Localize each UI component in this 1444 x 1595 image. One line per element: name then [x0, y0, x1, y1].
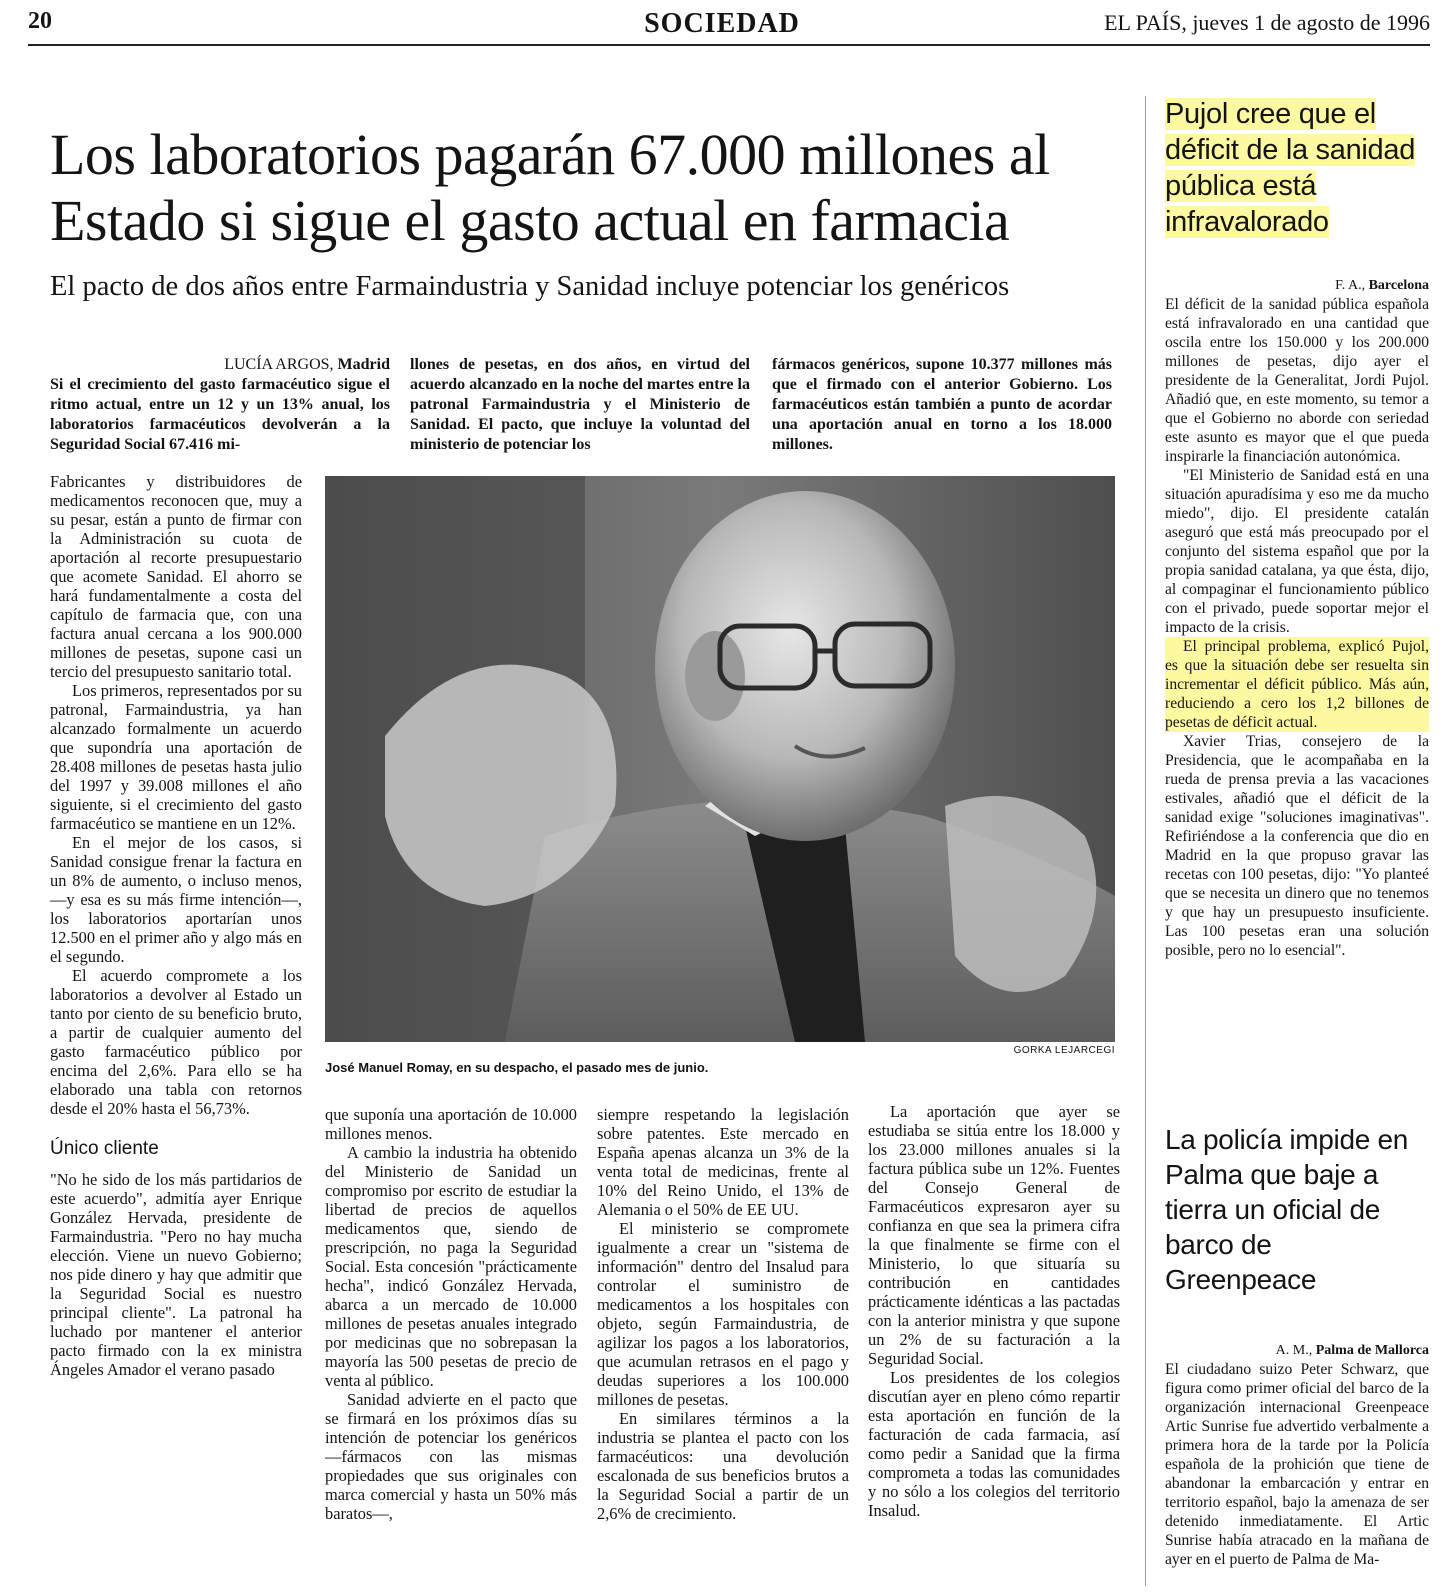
byline-city: Palma de Mallorca — [1315, 1343, 1429, 1358]
sidebar-headline-text: Pujol cree que el déficit de la sanidad pública está infravalorado — [1165, 98, 1416, 238]
sidebar-paragraph: Xavier Trias, consejero de la Presidencia, que le acompañaba en la rueda de prensa previa a las vacaciones estivales, añadió que el déficit de la sanidad exige "soluciones imaginativas". Refiriéndose a la conferencia que dio en Madrid en la que propuso gravar las recetas con 100 pesetas, dijo: "Yo planteé que se necesita un dinero que no tenemos y que hay un presupuesto insuficiente. Las 100 pesetas eran una solución posible, pero no lo esencial". — [1165, 733, 1429, 959]
body-column-2 — [325, 1105, 577, 1523]
sidebar-paragraph: "El Ministerio de Sanidad está en una situación apuradísima y eso me da mucho miedo", dijo. El presidente catalán aseguró que está más preocupado por el conjunto del sistema español que por la propia sanidad catalana, ya que ésta, dijo, al compaginar el funcionamiento público con el privado, puede soportar mejor el impacto de la crisis. — [1165, 467, 1429, 636]
sidebar-paragraph: El ciudadano suizo Peter Schwarz, que figura como primer oficial del barco de la organización internacional Greenpeace Artic Sunrise fue advertido verbalmente a primera hora de la tarde por la Policía española de la prohición que tiene de abandonar la embarcación y entrar en territorio español, bajo la amenaza de ser detenido inmediatamente. El Artic Sunrise había atracado en la mañana de ayer en el puerto de Palma de Ma- — [1165, 1361, 1429, 1568]
body-paragraph: A cambio la industria ha obtenido del Ministerio de Sanidad un compromiso por escrito de estudiar la libertad de precios de aquellos medicamentos que, siendo de prescripción, no paga la Seguridad Social. Esta concesión "prácticamente hecha", indicó González Hervada, abarca a un mercado de 10.000 millones de pesetas anuales integrado por medicinas que no sobrepasan la mayoría las 500 pesetas de precio de venta al público. — [325, 1143, 577, 1390]
main-headline: Los laboratorios pagarán 67.000 millones al Estado si sigue el gasto actual en farmacia — [50, 122, 1050, 253]
body-paragraph: Sanidad advierte en el pacto que se firmará en los próximos días su intención de potenciar los genéricos —fármacos con las mismas propiedades que sus originales con marca comercial y hasta un 50% más baratos—, — [325, 1390, 577, 1523]
sidebar-headline — [1165, 96, 1429, 240]
masthead-rule — [28, 44, 1430, 46]
sidebar-article-pujol — [1165, 96, 1429, 960]
lead-column-1 — [50, 355, 390, 455]
lead-column-3 — [772, 355, 1112, 455]
sidebar-byline — [1165, 276, 1429, 295]
byline-author: A. M., — [1275, 1343, 1313, 1358]
lead-paragraph: Si el crecimiento del gasto farmacéutico sigue el ritmo actual, entre un 12 y un 13% anual, los laboratorios farmacéuticos devolverán a la Seguridad Social 67.416 mi- — [50, 376, 390, 453]
page-number: 20 — [28, 8, 52, 34]
body-paragraph: siempre respetando la legislación sobre patentes. Este mercado en España apenas alcanza un 3% de la venta total de medicinas, frente al 10% del Reino Unido, el 13% de Alemania o el 50% de EE UU. — [597, 1105, 849, 1219]
sidebar-article-greenpeace — [1165, 1122, 1429, 1569]
body-paragraph: En similares términos a la industria se plantea el pacto con los farmacéuticos: una devolución escalonada de sus beneficios brutos a la Seguridad Social a partir de un 2,6% de crecimiento. — [597, 1409, 849, 1523]
photo-caption: José Manuel Romay, en su despacho, el pasado mes de junio. — [325, 1060, 709, 1075]
body-paragraph: "No he sido de los más partidarios de este acuerdo", admitía ayer Enrique González Hervada, presidente de Farmaindustria. "Pero no hay mucha elección. Viene un nuevo Gobierno; nos pide dinero y hay que admitir que la Seguridad Social es nuestro principal cliente". La patronal ha luchado por mantener el anterior pacto firmado con la ex ministra Ángeles Amador el verano pasado — [50, 1170, 302, 1379]
photo-jose-manuel-romay — [325, 476, 1115, 1042]
byline-city: Barcelona — [1368, 278, 1429, 293]
byline-city: Madrid — [337, 356, 390, 373]
body-column-4 — [868, 1102, 1120, 1520]
body-paragraph: que suponía una aportación de 10.000 millones menos. — [325, 1105, 577, 1143]
main-subhead: El pacto de dos años entre Farmaindustria y Sanidad incluye potenciar los genéricos — [50, 271, 1010, 302]
body-paragraph: Los primeros, representados por su patronal, Farmaindustria, ya han alcanzado formalmente un acuerdo que supondría una aportación de 28.408 millones de pesetas hasta julio del 1997 y 39.008 millones el año siguiente, si el crecimiento del gasto farmacéutico se mantiene en un 12%. — [50, 681, 302, 833]
sidebar-headline: La policía impide en Palma que baje a tierra un oficial de barco de Greenpeace — [1165, 1124, 1409, 1295]
body-paragraph: La aportación que ayer se estudiaba se sitúa entre los 18.000 y los 23.000 millones anuales si la factura pública sube un 12%. Fuentes del Consejo General de Farmacéuticos expresaron ayer su confianza en que sea la primera cifra la que finalmente se firme con el Ministerio, lo que situaría su contribución en cantidades prácticamente idénticas a las pactadas con la anterior ministra y que supone un 2% de su facturación a la Seguridad Social. — [868, 1102, 1120, 1368]
body-paragraph: En el mejor de los casos, si Sanidad consigue frenar la factura en un 8% de aumento, o incluso menos, —y esa es su más firme intención—, los laboratorios aportarían unos 12.500 en el primer año y algo más en el segundo. — [50, 833, 302, 966]
byline — [50, 355, 390, 375]
photo-credit: GORKA LEJARCEGI — [1013, 1045, 1115, 1056]
body-paragraph: Los presidentes de los colegios discutían ayer en pleno cómo repartir esta aportación en función de la facturación de cada farmacia, así como pedir a Sanidad que la firma comprometa a todas las comunidades y no sólo a los colegios del territorio Insalud. — [868, 1368, 1120, 1520]
lead-paragraph: fármacos genéricos, supone 10.377 millones más que el firmado con el anterior Gobierno. Los farmacéuticos están también a punto de acordar una aportación anual en torno a los 18.000 millones. — [772, 356, 1112, 453]
newspaper-date: EL PAÍS, jueves 1 de agosto de 1996 — [1104, 10, 1430, 35]
subheading: Único cliente — [50, 1138, 159, 1159]
sidebar-byline — [1165, 1341, 1429, 1360]
body-paragraph: El acuerdo compromete a los laboratorios a devolver al Estado un tanto por ciento de su beneficio bruto, a partir de cualquier aumento del gasto farmacéutico público por encima del 2,6%. Para ello se ha elaborado una tabla con retornos desde el 20% hasta el 56,73%. — [50, 966, 302, 1118]
sidebar-paragraph: El déficit de la sanidad pública española está infravalorado en una cantidad que oscila entre los 150.000 y los 200.000 millones de pesetas, dijo ayer el presidente de la Generalitat, Jordi Pujol. Añadió que, en este momento, su temor a que el Gobierno no aborde con seriedad este asunto es mayor que el que pueda inspirarle la financiación autonómica. — [1165, 296, 1429, 465]
byline-author: LUCÍA ARGOS, — [224, 356, 334, 373]
body-column-1 — [50, 472, 302, 1379]
byline-author: F. A., — [1335, 278, 1366, 293]
column-divider — [1145, 96, 1146, 1586]
sidebar-paragraph: El principal problema, explicó Pujol, es que la situación debe ser resuelta sin incrementar el déficit público. Más aún, reduciendo a cero los 1,2 billones de pesetas de déficit actual. — [1165, 638, 1429, 731]
lead-column-2 — [410, 355, 750, 455]
body-paragraph: Fabricantes y distribuidores de medicamentos reconocen que, muy a su pesar, están a punto de firmar con la Administración su cuota de aportación al recorte presupuestario que acomete Sanidad. El ahorro se hará fundamentalmente a costa del capítulo de farmacia que, con una factura anual cercana a los 900.000 millones de pesetas, supone casi un tercio del presupuesto sanitario total. — [50, 472, 302, 681]
lead-paragraph: llones de pesetas, en dos años, en virtud del acuerdo alcanzado en la noche del martes entre la patronal Farmaindustria y el Ministerio de Sanidad. El pacto, que incluye la voluntad del ministerio de potenciar los — [410, 356, 750, 453]
section-title: SOCIEDAD — [644, 8, 800, 39]
body-column-3 — [597, 1105, 849, 1523]
body-paragraph: El ministerio se compromete igualmente a crear un "sistema de información" dentro del Insalud para controlar el suministro de medicamentos a los hospitales con objeto, según Farmaindustria, de agilizar los pagos a los laboratorios, que acumulan retrasos en el pago y deudas superiores a los 100.000 millones de pesetas. — [597, 1219, 849, 1409]
